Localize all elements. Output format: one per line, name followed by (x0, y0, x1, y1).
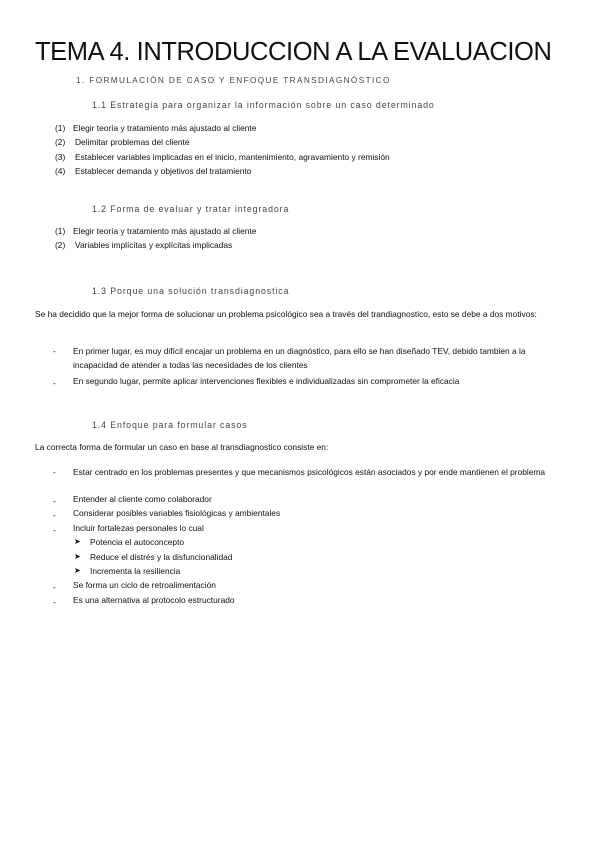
arrow-bullet-icon: ➤ (74, 537, 81, 546)
dash-marker: - (53, 346, 56, 356)
list-text: Establecer demanda y objetivos del tratamiento (75, 166, 252, 176)
list-number: (1) (55, 123, 66, 133)
list-number: (2) (55, 137, 66, 147)
arrow-bullet-icon: ➤ (74, 552, 81, 561)
sub-bullet-text: Incrementa la resiliencia (90, 566, 181, 576)
list-number: (3) (55, 152, 66, 162)
dash-marker: - (53, 525, 56, 535)
list-item (55, 152, 390, 162)
list-item (55, 240, 232, 250)
paragraph: Se ha decidido que la mejor forma de solucionar un problema psicológico sea a través del trandiagnostico, esto se debe a dos motivos: (35, 309, 537, 319)
dash-marker: - (53, 510, 56, 520)
section-heading-1: 1. FORMULACIÓN DE CASO Y ENFOQUE TRANSDIAGNÓSTICO (76, 76, 391, 85)
list-text: Variables implícitas y explícitas implicadas (75, 240, 233, 250)
dash-marker: - (53, 378, 56, 388)
list-number: (4) (55, 166, 66, 176)
bullet-text: Es una alternativa al protocolo estructurado (73, 595, 235, 605)
dash-marker: - (53, 496, 56, 506)
list-item (55, 137, 190, 147)
bullet-text: Entender al cliente como colaborador (73, 494, 212, 504)
subsection-heading-1-2: 1.2 Forma de evaluar y tratar integradora (92, 204, 290, 214)
bullet-text: Considerar posibles variables fisiológicas y ambientales (73, 508, 281, 518)
dash-marker: - (53, 582, 56, 592)
list-number: (2) (55, 240, 66, 250)
list-item (55, 123, 256, 133)
list-text: Establecer variables implicadas en el inicio, mantenimiento, agravamiento y remisión (75, 152, 390, 162)
list-number: (1) (55, 226, 66, 236)
list-text: Elegir teoría y tratamiento más ajustado al cliente (73, 226, 257, 236)
bullet-text: Incluir fortalezas personales lo cual (73, 523, 204, 533)
list-text: Elegir teoría y tratamiento más ajustado al cliente (73, 123, 257, 133)
dash-marker: - (53, 597, 56, 607)
bullet-text: Se forma un ciclo de retroalimentación (73, 580, 216, 590)
bullet-text: Estar centrado en los problemas presentes y que mecanismos psicológicos están asociados y por ende mantienen el problema (73, 467, 546, 477)
list-text: Delimitar problemas del cliente (75, 137, 190, 147)
sub-bullet-text: Reduce el distrés y la disfuncionalidad (90, 552, 233, 562)
subsection-heading-1-4: 1.4 Enfoque para formular casos (92, 420, 248, 430)
subsection-heading-1-3: 1.3 Porque una solución transdiagnostica (92, 286, 290, 296)
dash-marker: - (53, 467, 56, 477)
paragraph: La correcta forma de formular un caso en base al transdiagnostico consiste en: (35, 442, 329, 452)
list-item (55, 226, 256, 236)
arrow-bullet-icon: ➤ (74, 566, 81, 575)
bullet-text: En segundo lugar, permite aplicar intervenciones flexibles e individualizadas sin comprometer la eficacia (73, 376, 460, 386)
sub-bullet-text: Potencia el autoconcepto (90, 537, 185, 547)
list-item (55, 166, 251, 176)
document-title: TEMA 4. INTRODUCCION A LA EVALUACION (35, 38, 552, 66)
bullet-text: En primer lugar, es muy difícil encajar un problema en un diagnóstico, para ello se han diseñado TEV, debido tambien a la incapacidad de atender a todas las necesidades de los clientes (73, 346, 526, 370)
subsection-heading-1-1: 1.1 Estrategia para organizar la información sobre un caso determinado (92, 100, 435, 110)
